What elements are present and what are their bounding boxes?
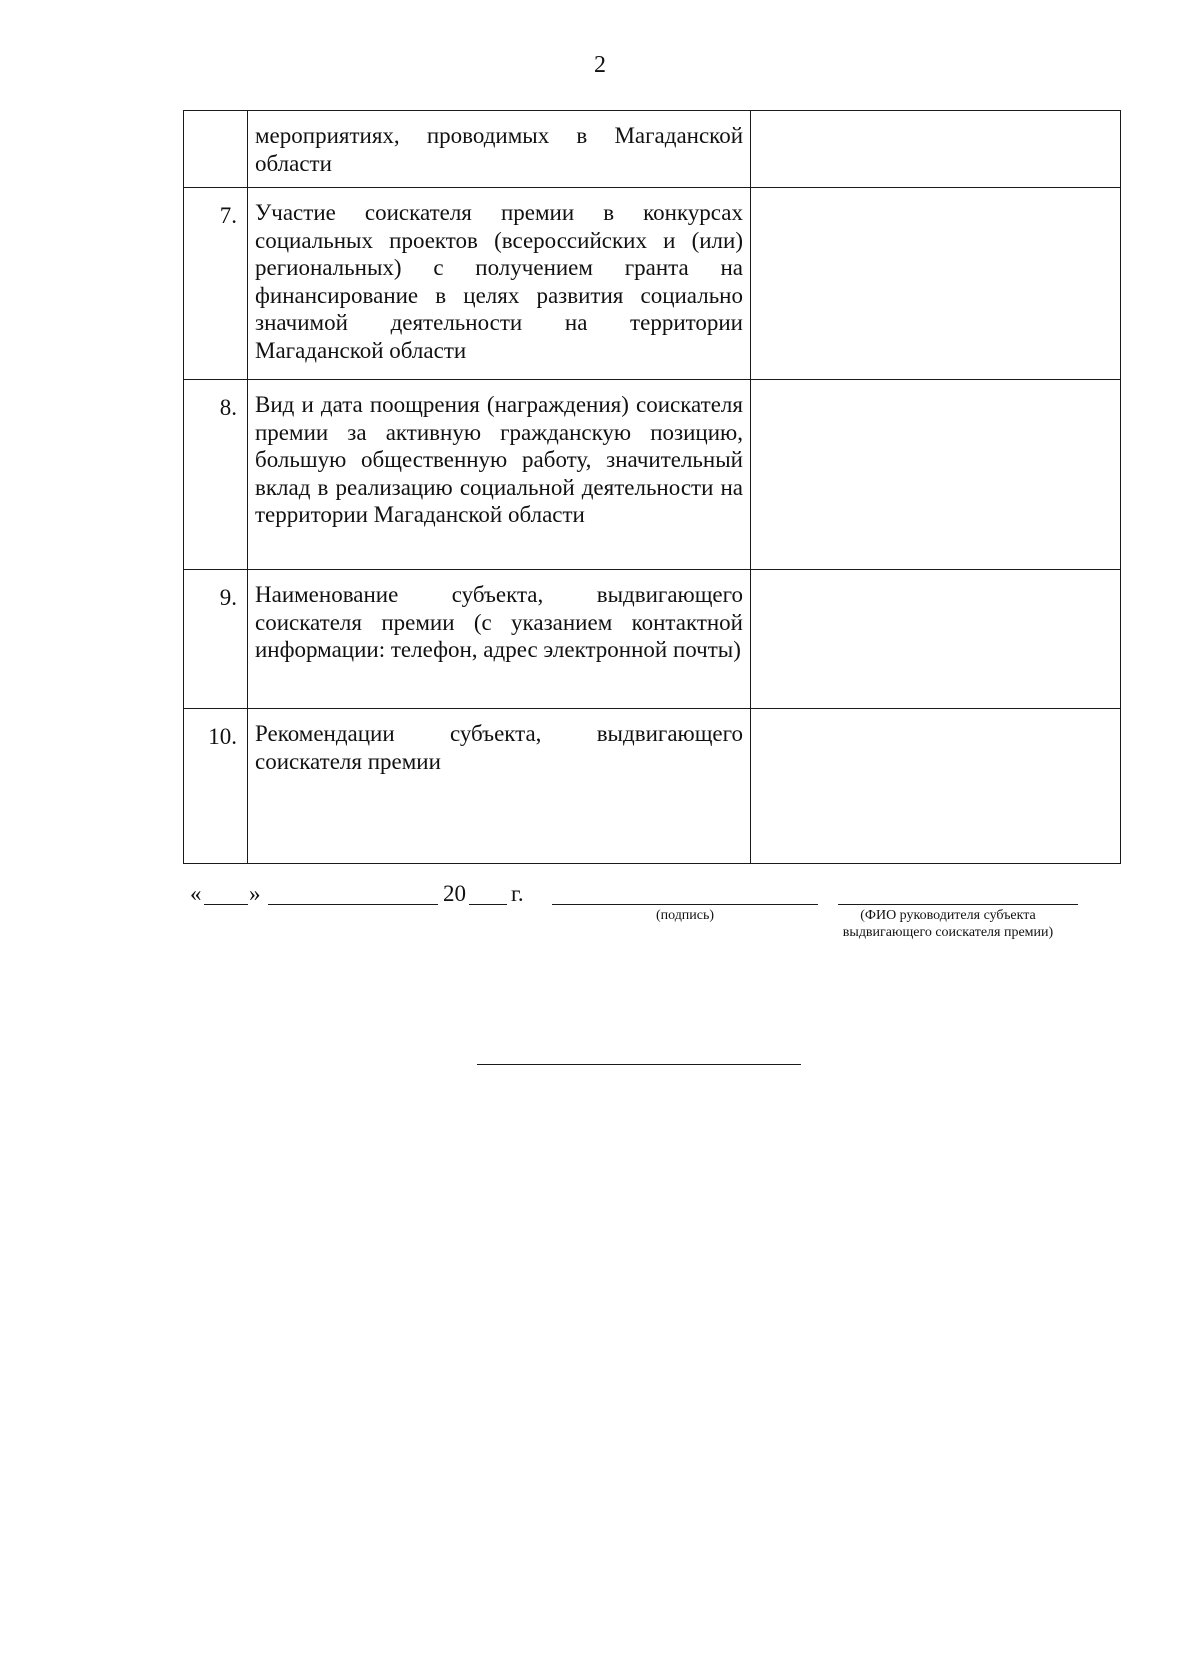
date-year-field[interactable] xyxy=(469,904,507,905)
head-name-caption-line1: (ФИО руководителя субъекта xyxy=(860,908,1036,923)
signature-field[interactable] xyxy=(552,904,818,905)
end-of-document-rule xyxy=(477,1064,801,1065)
row-description: Вид и дата поощрения (награждения) соискателя премии за активную гражданскую позицию, большую общественную работу, значительный вклад в реализацию социальной деятельности на территории Магаданской области xyxy=(248,380,751,570)
head-name-caption-line2: выдвигающего соискателя премии) xyxy=(842,925,1054,940)
table-row xyxy=(184,188,1121,380)
table-row xyxy=(184,380,1121,570)
page-number: 2 xyxy=(594,52,606,78)
row-number: 10. xyxy=(184,709,248,864)
date-year-suffix: г. xyxy=(511,881,524,906)
row-description: Участие соискателя премии в конкурсах социальных проектов (всероссийских и (или) региональных) с получением гранта на финансирование в целях развития социально значимой деятельности на территории Магаданской области xyxy=(248,188,751,380)
date-year-prefix: 20 xyxy=(443,881,466,906)
row-description: Рекомендации субъекта, выдвигающего соискателя премии xyxy=(248,709,751,864)
row-number: 7. xyxy=(184,188,248,380)
signature-caption: (подпись) xyxy=(655,908,715,923)
table-row xyxy=(184,709,1121,864)
date-day-field[interactable] xyxy=(204,904,248,905)
signature-block xyxy=(0,880,1200,960)
row-value-field[interactable] xyxy=(751,380,1121,570)
row-number: 8. xyxy=(184,380,248,570)
nomination-form-table xyxy=(183,110,1121,864)
head-name-field[interactable] xyxy=(838,904,1078,905)
row-value-field[interactable] xyxy=(751,111,1121,188)
row-number xyxy=(184,111,248,188)
row-value-field[interactable] xyxy=(751,570,1121,709)
row-description: Наименование субъекта, выдвигающего соискателя премии (с указанием контактной информации: телефон, адрес электронной почты) xyxy=(248,570,751,709)
table-row xyxy=(184,111,1121,188)
table-row xyxy=(184,570,1121,709)
row-description: мероприятиях, проводимых в Магаданской области xyxy=(248,111,751,188)
row-value-field[interactable] xyxy=(751,709,1121,864)
date-month-field[interactable] xyxy=(268,904,438,905)
row-value-field[interactable] xyxy=(751,188,1121,380)
row-number: 9. xyxy=(184,570,248,709)
date-close-quote: » xyxy=(249,881,261,906)
date-open-quote: « xyxy=(190,881,202,906)
